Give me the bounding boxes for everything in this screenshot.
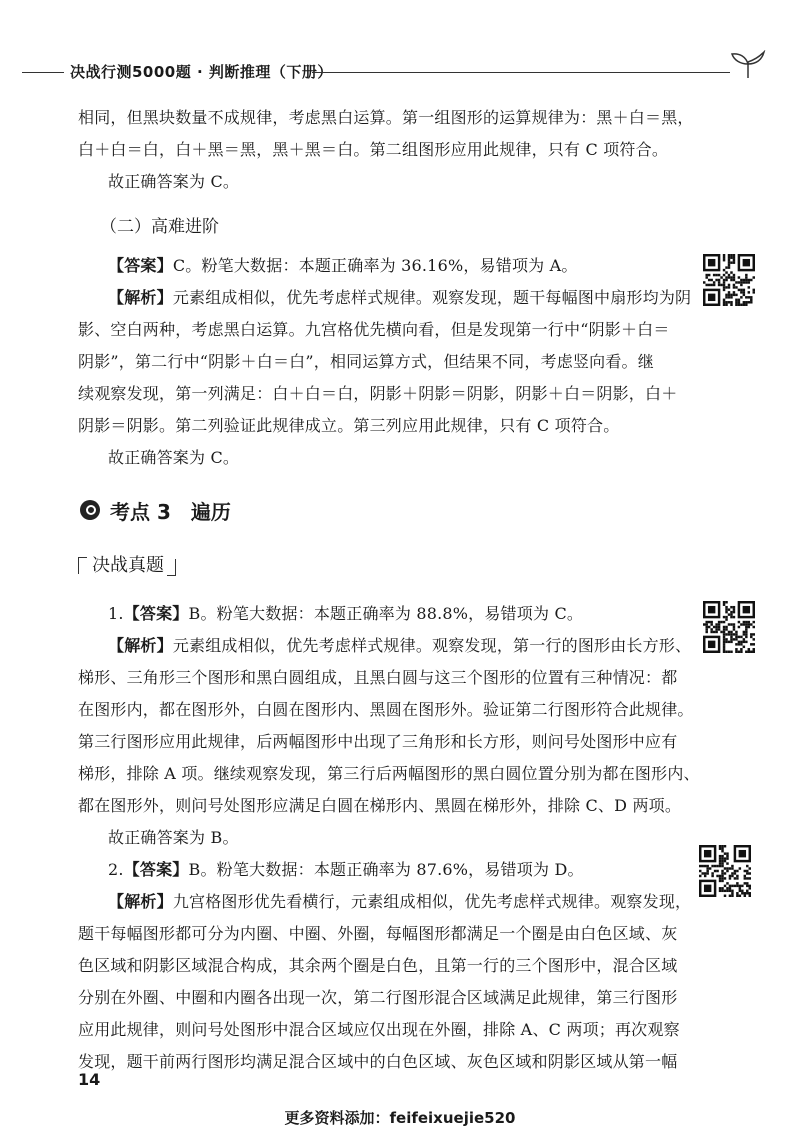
paragraph-line: 第三行图形应用此规律，后两幅图形中出现了三角形和长方形，则问号处图形中应有 bbox=[78, 732, 678, 751]
book-title: 决战行测5000题 · 判断推理（下册） bbox=[70, 63, 333, 81]
answer-tag: 【答案】 bbox=[108, 256, 173, 275]
analysis-line bbox=[108, 636, 708, 656]
header-rule-left bbox=[22, 72, 64, 73]
question-number: 2. bbox=[108, 860, 124, 879]
paragraph-line: 续观察发现，第一列满足：白＋白＝白，阴影＋阴影＝阴影，阴影＋白＝阴影，白＋ bbox=[78, 384, 678, 403]
answer-line bbox=[108, 860, 708, 880]
answer-line bbox=[108, 256, 708, 276]
subsection-title: 决战真题 bbox=[92, 555, 164, 576]
footer-note: 更多资料添加：feifeixuejie520 bbox=[284, 1109, 516, 1127]
conclusion-line: 故正确答案为 C。 bbox=[108, 172, 240, 191]
paragraph-line: 色区域和阴影区域混合构成，其余两个圈是白色，且第一行的三个图形中，混合区域 bbox=[78, 956, 678, 975]
paragraph-line: 梯形，排除 A 项。继续观察发现，第三行后两幅图形的黑白圆位置分别为都在图形内、 bbox=[78, 764, 700, 783]
analysis-tag: 【解析】 bbox=[108, 892, 173, 911]
section-heading: （二）高难进阶 bbox=[100, 217, 219, 237]
analysis-text: 元素组成相似，优先考虑样式规律。观察发现，题干每幅图中扇形均为阴 bbox=[172, 288, 692, 307]
answer-text: B。粉笔大数据：本题正确率为 88.8%，易错项为 C。 bbox=[188, 604, 584, 623]
paragraph-line: 梯形、三角形三个图形和黑白圆组成，且黑白圆与这三个图形的位置有三种情况：都 bbox=[78, 668, 678, 687]
paragraph-line: 分别在外圈、中圈和内圈各出现一次，第二行图形混合区域满足此规律，第三行图形 bbox=[78, 988, 678, 1007]
analysis-line bbox=[108, 288, 708, 308]
topic-title: 考点 3 遍历 bbox=[110, 499, 231, 524]
topic-heading bbox=[80, 495, 231, 525]
question-number: 1. bbox=[108, 604, 124, 623]
subsection-heading bbox=[78, 553, 176, 581]
paragraph-line: 阴影”，第二行中“阴影＋白＝白”，相同运算方式，但结果不同，考虑竖向看。继 bbox=[78, 352, 654, 371]
qr-code-icon[interactable] bbox=[703, 601, 755, 653]
header-rule-right bbox=[312, 72, 730, 73]
conclusion-line: 故正确答案为 C。 bbox=[108, 448, 240, 467]
analysis-text: 元素组成相似，优先考虑样式规律。观察发现，第一行的图形由长方形、 bbox=[172, 636, 692, 655]
paragraph-line: 发现，题干前两行图形均满足混合区域中的白色区域、灰色区域和阴影区域从第一幅 bbox=[78, 1052, 678, 1071]
paragraph-line: 在图形内，都在图形外，白圆在图形内、黑圆在图形外。验证第二行图形符合此规律。 bbox=[78, 700, 694, 719]
qr-code-icon[interactable] bbox=[703, 254, 755, 306]
conclusion-line: 故正确答案为 B。 bbox=[108, 828, 239, 847]
paragraph-line: 题干每幅图形都可分为内圈、中圈、外圈，每幅图形都满足一个圈是由白色区域、灰 bbox=[78, 924, 678, 943]
page-number: 14 bbox=[78, 1070, 101, 1089]
answer-line bbox=[108, 604, 708, 624]
analysis-text: 九宫格图形优先看横行，元素组成相似，优先考虑样式规律。观察发现， bbox=[172, 892, 692, 911]
paragraph-line: 相同，但黑块数量不成规律，考虑黑白运算。第一组图形的运算规律为：黑＋白＝黑， bbox=[78, 108, 694, 127]
answer-text: B。粉笔大数据：本题正确率为 87.6%，易错项为 D。 bbox=[188, 860, 584, 879]
analysis-tag: 【解析】 bbox=[108, 636, 173, 655]
bracket-right-icon bbox=[167, 559, 176, 576]
sprout-icon bbox=[728, 50, 768, 80]
paragraph-line: 影、空白两种，考虑黑白运算。九宫格优先横向看，但是发现第一行中“阴影＋白＝ bbox=[78, 320, 670, 339]
answer-text: C。粉笔大数据：本题正确率为 36.16%，易错项为 A。 bbox=[172, 256, 578, 275]
qr-code-icon[interactable] bbox=[699, 845, 751, 897]
paragraph-line: 白＋白＝白，白＋黑＝黑，黑＋黑＝白。第二组图形应用此规律，只有 C 项符合。 bbox=[78, 140, 669, 159]
paragraph-line: 都在图形外，则问号处图形应满足白圆在梯形内、黑圆在梯形外，排除 C、D 两项。 bbox=[78, 796, 682, 815]
target-badge-icon bbox=[80, 500, 100, 520]
analysis-tag: 【解析】 bbox=[108, 288, 173, 307]
paragraph-line: 阴影＝阴影。第二列验证此规律成立。第三列应用此规律，只有 C 项符合。 bbox=[78, 416, 620, 435]
paragraph-line: 应用此规律，则问号处图形中混合区域应仅出现在外圈，排除 A、C 两项；再次观察 bbox=[78, 1020, 680, 1039]
answer-tag: 【答案】 bbox=[123, 860, 189, 879]
answer-tag: 【答案】 bbox=[123, 604, 189, 623]
analysis-line bbox=[108, 892, 708, 912]
running-header bbox=[0, 50, 800, 94]
bracket-left-icon bbox=[78, 557, 87, 574]
